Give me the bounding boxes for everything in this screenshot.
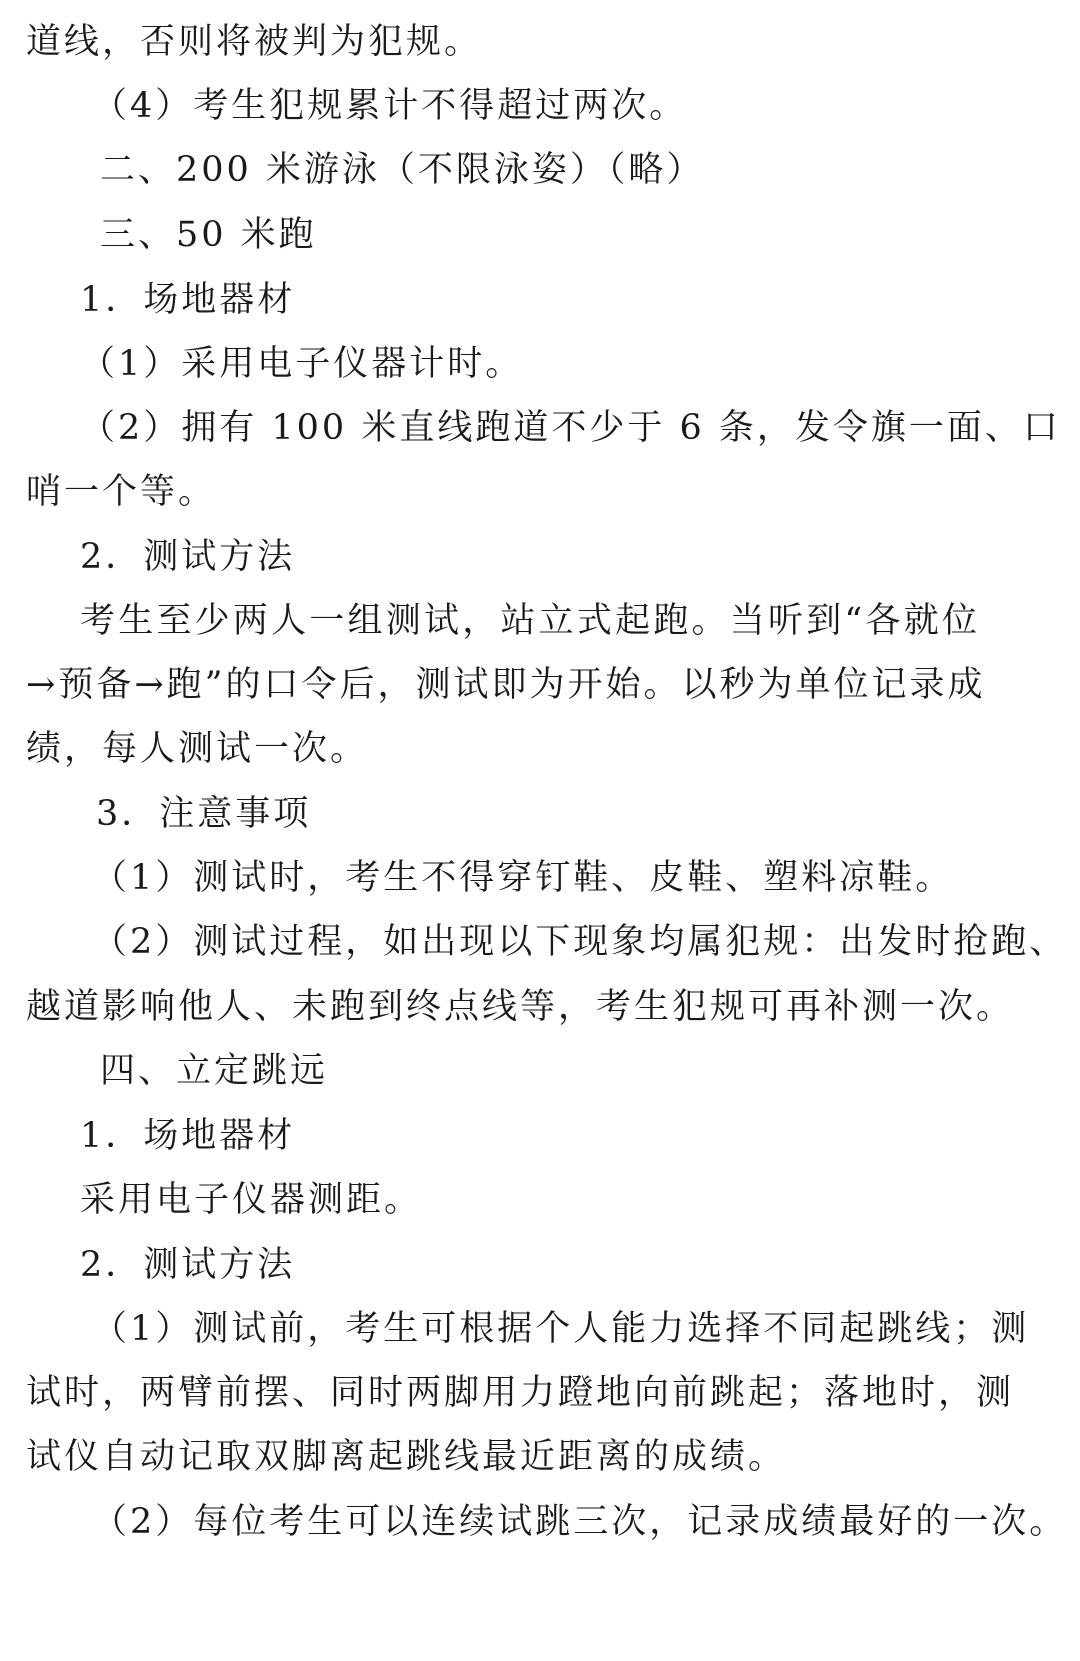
text-line: 越道影响他人、未跑到终点线等，考生犯规可再补测一次。 <box>26 987 1015 1027</box>
text-line: 哨一个等。 <box>26 472 217 512</box>
text-line: 试仪自动记取双脚离起跳线最近距离的成绩。 <box>26 1437 787 1477</box>
text-line: 绩，每人测试一次。 <box>26 729 369 769</box>
text-line: 试时，两臂前摆、同时两脚用力蹬地向前跳起；落地时，测 <box>26 1373 1015 1413</box>
text-line: 道线，否则将被判为犯规。 <box>26 22 483 62</box>
subsection-heading: 2．测试方法 <box>80 537 296 577</box>
text-line: →预备→跑”的口令后，测试即为开始。以秒为单位记录成 <box>26 665 986 705</box>
text-line: 考生至少两人一组测试，站立式起跑。当听到“各就位 <box>80 601 980 641</box>
section-heading: 二、200 米游泳（不限泳姿）（略） <box>100 150 705 190</box>
text-line: （1）测试前，考生可根据个人能力选择不同起跳线；测 <box>92 1309 1030 1349</box>
text-line: （1）测试时，考生不得穿钉鞋、皮鞋、塑料凉鞋。 <box>92 858 954 898</box>
text-line: （4）考生犯规累计不得超过两次。 <box>92 86 688 126</box>
subsection-heading: 1．场地器材 <box>80 1116 296 1156</box>
text-line: （2）每位考生可以连续试跳三次，记录成绩最好的一次。 <box>92 1502 1068 1542</box>
text-line: （2）拥有 100 米直线跑道不少于 6 条，发令旗一面、口 <box>80 408 1061 448</box>
section-heading: 四、立定跳远 <box>100 1051 329 1091</box>
text-line: 采用电子仪器测距。 <box>80 1180 423 1220</box>
section-heading: 三、50 米跑 <box>100 215 317 255</box>
subsection-heading: 2．测试方法 <box>80 1245 296 1285</box>
text-line: （2）测试过程，如出现以下现象均属犯规：出发时抢跑、 <box>92 922 1068 962</box>
text-line: （1）采用电子仪器计时。 <box>80 344 524 384</box>
subsection-heading: 1．场地器材 <box>80 280 296 320</box>
subsection-heading: 3．注意事项 <box>96 794 312 834</box>
